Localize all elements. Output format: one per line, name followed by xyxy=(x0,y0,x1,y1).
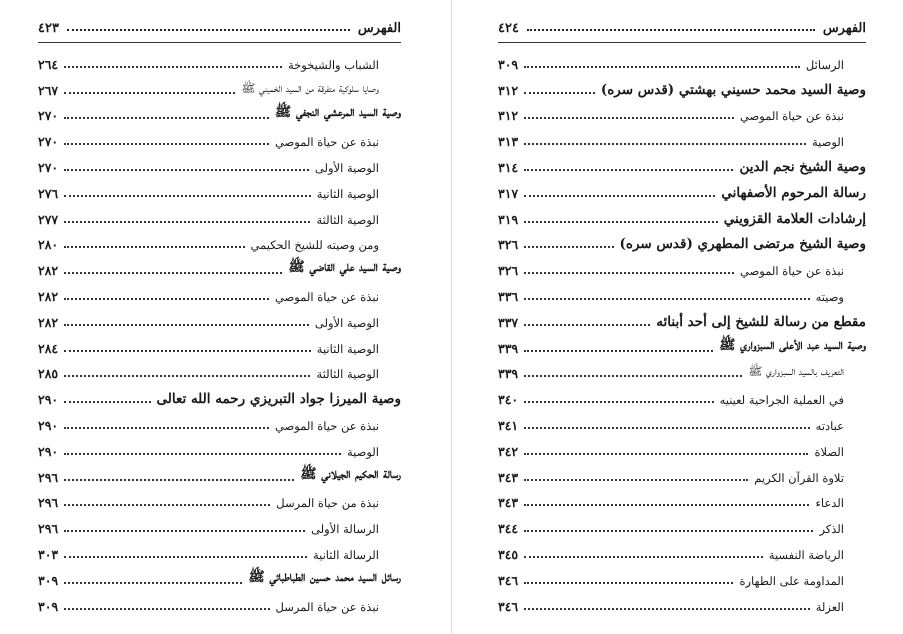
toc-entry-title: نبذة من حياة المرسل xyxy=(276,496,379,511)
leader-dots xyxy=(64,117,269,119)
leader-dots xyxy=(64,221,310,223)
toc-entry-title: نبذة عن حياة الموصي xyxy=(274,135,379,150)
leader-dots xyxy=(524,221,718,223)
toc-entry xyxy=(38,281,401,307)
toc-entry-page: ٢٩٦ xyxy=(38,521,59,537)
toc-entry-page: ٣٢٦ xyxy=(498,237,519,253)
toc-entry xyxy=(38,152,401,178)
toc-entry-page: ٣٤٦ xyxy=(498,572,519,588)
toc-entry-page: ٣٤٣ xyxy=(498,495,519,511)
toc-entry xyxy=(38,436,401,462)
toc-entry-title: رسالة الحكيم الجيلاني ﷺ xyxy=(300,465,401,482)
leader-dots xyxy=(524,375,742,377)
toc-entry-page: ٢٩٦ xyxy=(38,469,59,485)
toc-entry-title: الرسالة الأولى xyxy=(311,522,379,537)
leader-dots xyxy=(64,530,305,532)
toc-entry-page: ٢٧٠ xyxy=(38,134,59,150)
toc-entry-title: نبذة عن حياة المرسل xyxy=(275,599,379,614)
toc-entry-title: التعريف بالسيد السبزواري ﷺ xyxy=(748,364,844,379)
leader-dots xyxy=(524,350,713,352)
leader-dots xyxy=(524,143,806,145)
toc-entry xyxy=(38,49,401,75)
toc-entry-title: تلاوة القرآن الكريم xyxy=(754,470,844,485)
leader-dots xyxy=(524,117,734,119)
leader-dots xyxy=(524,324,650,326)
toc-entry-page: ٣٣٧ xyxy=(498,314,519,330)
toc-entry xyxy=(38,384,401,410)
toc-entry xyxy=(38,591,401,617)
header-page-number: ٤٢٣ xyxy=(38,20,59,36)
leader-dots xyxy=(64,92,235,94)
toc-entry xyxy=(38,488,401,514)
toc-entry xyxy=(498,230,866,256)
toc-entry-page: ٣١٧ xyxy=(498,185,519,201)
leader-dots xyxy=(64,272,282,274)
toc-entry-page: ٣٤٤ xyxy=(498,521,519,537)
leader-dots xyxy=(524,504,809,506)
leader-dots xyxy=(524,453,808,455)
leader-dots xyxy=(524,195,715,197)
toc-entry-page: ٢٧٠ xyxy=(38,108,59,124)
toc-entry-title: الوصية الثالثة xyxy=(316,367,379,382)
toc-entry-title: وصايا سلوكية متفرقة من السيد الخميني ﷺ xyxy=(241,80,379,95)
toc-entry-title: الرسالة الثانية xyxy=(312,547,379,562)
toc-entry-page: ٢٧٦ xyxy=(38,185,59,201)
toc-entry xyxy=(38,359,401,385)
toc-entry-title: إرشادات العلامة القزويني xyxy=(723,210,866,227)
toc-entry-title: عبادته xyxy=(815,418,844,433)
toc-entry xyxy=(498,307,866,333)
toc-entry xyxy=(38,230,401,256)
toc-entry-page: ٢٨٢ xyxy=(38,314,59,330)
toc-entry-title: وصيته xyxy=(815,289,844,304)
leader-dots xyxy=(524,479,748,481)
toc-entry xyxy=(38,101,401,127)
leader-dots xyxy=(64,246,244,248)
toc-entry-page: ٣١٢ xyxy=(498,108,519,124)
toc-entry xyxy=(38,126,401,152)
toc-entry-title: وصية السيد محمد حسيني بهشتي (قدس سره) xyxy=(600,81,866,98)
toc-entry-title: الوصية xyxy=(346,444,379,459)
leader-dots xyxy=(64,195,311,197)
toc-entry-title: رسالة المرحوم الأصفهاني xyxy=(721,184,866,201)
leader-dots xyxy=(524,92,595,94)
toc-entry-page: ٣٤٥ xyxy=(498,546,519,562)
toc-entry xyxy=(498,75,866,101)
toc-entry xyxy=(498,49,866,75)
toc-entry xyxy=(38,255,401,281)
toc-entry-page: ٣١٣ xyxy=(498,134,519,150)
toc-entry xyxy=(498,281,866,307)
toc-entry xyxy=(498,462,866,488)
toc-entry xyxy=(38,513,401,539)
toc-entry-page: ٣٤٦ xyxy=(498,598,519,614)
toc-entry-page: ٢٧٧ xyxy=(38,211,59,227)
leader-dots xyxy=(64,324,309,326)
leader-dots xyxy=(524,401,713,403)
header-leader-dots xyxy=(527,29,815,31)
toc-entry-page: ٣١٢ xyxy=(498,82,519,98)
toc-entry-page: ٣٢٦ xyxy=(498,263,519,279)
toc-entry-title: وصية السيد علي القاضي ﷺ xyxy=(288,259,401,276)
toc-entry xyxy=(38,178,401,204)
leader-dots xyxy=(64,143,269,145)
toc-entry-title: رسائل السيد محمد حسين الطباطبائي ﷺ xyxy=(248,568,401,585)
toc-entry xyxy=(498,436,866,462)
leader-dots xyxy=(64,427,269,429)
toc-entry-title: الرياضة النفسية xyxy=(768,547,844,562)
toc-entry xyxy=(498,178,866,204)
leader-dots xyxy=(64,504,270,506)
toc-entry-page: ٣٤٠ xyxy=(498,392,519,408)
toc-entry-title: الوصية xyxy=(811,135,844,150)
toc-entry-title: الذكر xyxy=(819,522,844,537)
toc-entry xyxy=(498,333,866,359)
leader-dots xyxy=(524,246,613,248)
toc-entry xyxy=(498,384,866,410)
toc-entry-title: نبذة عن حياة الموصي xyxy=(274,418,379,433)
leader-dots xyxy=(524,556,763,558)
toc-entry-page: ٢٨٤ xyxy=(38,340,59,356)
toc-entry xyxy=(498,255,866,281)
toc-entry-title: الوصية الأولى xyxy=(314,160,379,175)
toc-entry xyxy=(498,488,866,514)
toc-entry xyxy=(498,101,866,127)
toc-entry xyxy=(38,410,401,436)
toc-entry-title: نبذة عن حياة الموصي xyxy=(739,264,844,279)
toc-entry-page: ٢٦٤ xyxy=(38,56,59,72)
toc-entry-title: نبذة عن حياة الموصي xyxy=(739,109,844,124)
toc-entry-title: الرسائل xyxy=(805,57,844,72)
leader-dots xyxy=(64,298,269,300)
header-rule xyxy=(38,42,401,43)
toc-entry xyxy=(38,462,401,488)
leader-dots xyxy=(64,453,341,455)
leader-dots xyxy=(64,401,150,403)
toc-entry-title: وصية الشيخ مرتضى المطهري (قدس سره) xyxy=(619,236,866,253)
toc-entry-page: ٢٧٠ xyxy=(38,159,59,175)
toc-entry-page: ٢٩٠ xyxy=(38,443,59,459)
toc-entry-page: ٣٤٣ xyxy=(498,469,519,485)
header-title: الفهرس xyxy=(357,20,401,36)
toc-entry-page: ٣٠٩ xyxy=(38,598,59,614)
leader-dots xyxy=(64,556,307,558)
toc-entry xyxy=(38,307,401,333)
toc-entry-title: وصية السيد عبد الأعلى السبزواري ﷺ xyxy=(719,336,866,353)
header-title: الفهرس xyxy=(822,20,866,36)
leader-dots xyxy=(524,298,809,300)
toc-entry xyxy=(38,539,401,565)
leader-dots xyxy=(64,169,309,171)
toc-entry-title: المداومة على الطهارة xyxy=(739,573,844,588)
toc-entry-title: وصية السيد المرعشي النجفي ﷺ xyxy=(274,104,401,121)
toc-entry-title: الدعاء xyxy=(815,496,844,511)
toc-entry-page: ٣٠٩ xyxy=(498,56,519,72)
leader-dots xyxy=(524,66,800,68)
toc-entry xyxy=(498,359,866,385)
leader-dots xyxy=(64,66,282,68)
toc-entry-title: العزلة xyxy=(815,599,844,614)
toc-entry-page: ٢٩٦ xyxy=(38,495,59,511)
toc-entry-page: ٣٠٩ xyxy=(38,572,59,588)
toc-entry xyxy=(498,126,866,152)
toc-entry-page: ٢٨٢ xyxy=(38,288,59,304)
toc-entry xyxy=(38,204,401,230)
leader-dots xyxy=(64,375,310,377)
toc-entry-title: نبذة عن حياة الموصي xyxy=(274,289,379,304)
leader-dots xyxy=(524,530,813,532)
toc-entry-page: ٣١٤ xyxy=(498,159,519,175)
toc-entry-page: ٣٣٩ xyxy=(498,340,519,356)
leader-dots xyxy=(524,582,733,584)
toc-entry-title: ومن وصيته للشيخ الحكيمي xyxy=(250,238,379,253)
toc-entry-page: ٢٨٥ xyxy=(38,366,59,382)
toc-entry xyxy=(498,204,866,230)
header-leader-dots xyxy=(67,29,350,31)
toc-entry xyxy=(498,410,866,436)
toc-entry-page: ٣٤٢ xyxy=(498,443,519,459)
toc-list xyxy=(38,49,401,617)
toc-entry-page: ٢٩٠ xyxy=(38,392,59,408)
toc-entry xyxy=(498,513,866,539)
toc-entry-page: ٢٦٧ xyxy=(38,82,59,98)
toc-entry-title: الشباب والشيخوخة xyxy=(287,57,379,72)
toc-entry xyxy=(498,152,866,178)
toc-list xyxy=(498,49,866,617)
toc-entry-title: وصية الشيخ نجم الدين xyxy=(739,158,866,175)
leader-dots xyxy=(524,427,810,429)
toc-entry xyxy=(38,75,401,101)
toc-entry-page: ٣٣٦ xyxy=(498,288,519,304)
toc-entry-page: ٢٨٢ xyxy=(38,263,59,279)
header-page-number: ٤٢٤ xyxy=(498,20,519,36)
header-rule xyxy=(498,42,866,43)
toc-entry xyxy=(498,539,866,565)
toc-entry-title: مقطع من رسالة للشيخ إلى أحد أبنائه xyxy=(656,313,866,330)
toc-entry-title: الصلاة xyxy=(814,444,844,459)
toc-entry-title: الوصية الثالثة xyxy=(316,212,379,227)
toc-entry-page: ٣٠٣ xyxy=(38,546,59,562)
toc-entry xyxy=(498,565,866,591)
toc-entry-title: في العملية الجراحية لعينيه xyxy=(719,393,844,408)
page-header xyxy=(498,16,866,40)
right-page xyxy=(452,0,903,634)
toc-entry-title: وصية الميرزا جواد التبريزي رحمه الله تعالى xyxy=(156,391,401,408)
page-header xyxy=(38,16,401,40)
toc-entry-page: ٢٨٠ xyxy=(38,237,59,253)
leader-dots xyxy=(524,169,733,171)
toc-entry-page: ٢٩٠ xyxy=(38,417,59,433)
leader-dots xyxy=(64,582,242,584)
toc-entry xyxy=(38,565,401,591)
toc-entry xyxy=(498,591,866,617)
toc-entry-title: الوصية الثانية xyxy=(316,186,379,201)
toc-entry-title: الوصية الأولى xyxy=(314,315,379,330)
leader-dots xyxy=(64,608,269,610)
left-page xyxy=(0,0,451,634)
toc-entry-page: ٣٤١ xyxy=(498,417,519,433)
leader-dots xyxy=(524,608,810,610)
toc-entry-page: ٣٣٩ xyxy=(498,366,519,382)
leader-dots xyxy=(64,479,294,481)
toc-entry-page: ٣١٩ xyxy=(498,211,519,227)
toc-entry xyxy=(38,333,401,359)
leader-dots xyxy=(524,272,734,274)
toc-entry-title: الوصية الثانية xyxy=(316,341,379,356)
leader-dots xyxy=(64,350,311,352)
